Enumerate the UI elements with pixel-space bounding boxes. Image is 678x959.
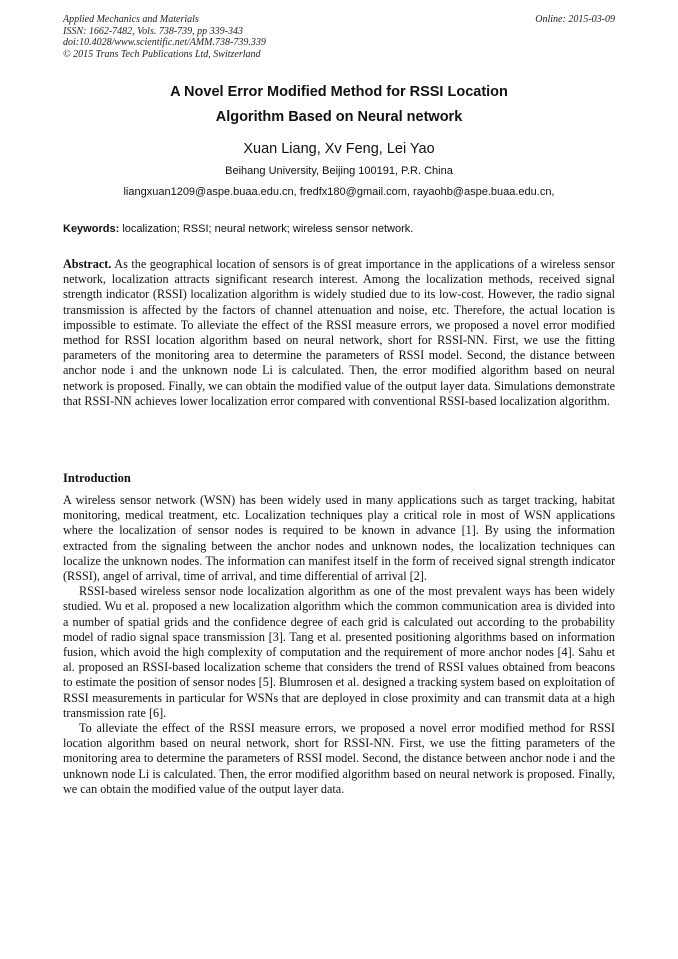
journal-doi: doi:10.4028/www.scientific.net/AMM.738-739.339: [63, 37, 266, 48]
affiliation: Beihang University, Beijing 100191, P.R. China: [225, 165, 453, 177]
keywords-label: Keywords:: [63, 223, 120, 235]
journal-issn: ISSN: 1662-7482, Vols. 738-739, pp 339-343: [63, 25, 243, 37]
online-date: Online: 2015-03-09: [535, 14, 615, 25]
abstract-label: Abstract.: [63, 257, 112, 271]
paragraph: A wireless sensor network (WSN) has been widely used in many applications such as target tracking, habitat monitoring, medical treatment, etc. Localization techniques play a critical role in most of WSN applications where the localization of sensor nodes is required to be known in advance [1]. By using the information extracted from the signaling between the anchor nodes and unknown nodes, the localization techniques can localize the unknown nodes. The information can manifest itself in the form of received signal strength indicator (RSSI), angel of arrival, time of arrival, and time differential of arrival [2].: [63, 493, 615, 584]
introduction-body: [63, 493, 615, 797]
paper-title: [63, 80, 615, 130]
journal-name: Applied Mechanics and Materials: [63, 14, 199, 25]
authors: Xuan Liang, Xv Feng, Lei Yao: [243, 141, 435, 157]
paper-title-line-1: A Novel Error Modified Method for RSSI Location: [170, 84, 508, 100]
journal-copyright: © 2015 Trans Tech Publications Ltd, Switzerland: [63, 48, 261, 60]
abstract: [63, 257, 615, 409]
paragraph: To alleviate the effect of the RSSI measure errors, we proposed a novel error modified method for RSSI location algorithm based on neural network, short for RSSI-NN. First, we use the fitting parameters of the monitoring area to determine the parameters of RSSI model. Second, the distance between anchor node i and the unknown node Li is calculated. Then, the error modified algorithm based on neural network is proposed. Finally, we can obtain the modified value of the output layer data.: [63, 721, 615, 796]
keywords-text: localization; RSSI; neural network; wireless sensor network.: [122, 223, 414, 235]
journal-header: [63, 14, 615, 60]
keywords: [63, 222, 615, 236]
paper-title-line-2: Algorithm Based on Neural network: [215, 109, 463, 125]
abstract-text: As the geographical location of sensors is of great importance in the applications of a wireless sensor network, localization attracts significant research interest. Among the localization methods, received signal strength indicator (RSSI) localization algorithm is widely studied due to its low-cost. However, the radio signal transmission is affected by the factors of channel attenuation and noise, etc. Therefore, the actual location is impossible to estimate. To alleviate the effect of the RSSI measure errors, we proposed a novel error modified method for RSSI location algorithm based on neural network, short for RSSI-NN. First, we use the fitting parameters of the monitoring area to determine the parameters of RSSI model. Second, the distance between anchor node i and the unknown node Li is calculated. Then, the error modified algorithm based on neural network is proposed. Finally, we can obtain the modified value of the output layer data. Simulations demonstrate that RSSI-NN achieves lower localization error compared with conventional RSSI-based localization algorithm.: [63, 257, 615, 408]
paragraph: RSSI-based wireless sensor node localization algorithm as one of the most prevalent ways has been widely studied. Wu et al. proposed a new localization algorithm which the common communication area is divided into a number of spatial grids and the confidence degree of each grid is calculated out according to the probability model of radio signal space transmission [3]. Tang et al. presented positioning algorithms based on information fusion, which avoid the high complexity of computation and the requirement of more anchor nodes [4]. Sahu et al. proposed an RSSI-based localization scheme that considers the trend of RSSI values obtained from beacons to estimate the position of sensor nodes [5]. Blumrosen et al. designed a tracking system based on exploitation of RSSI measurements in particular for WSNs that are deployed in close proximity and can transmit data at a high transmission rate [6].: [63, 584, 615, 720]
section-heading-introduction: Introduction: [63, 471, 131, 485]
author-emails: liangxuan1209@aspe.buaa.edu.cn, fredfx180@gmail.com, rayaohb@aspe.buaa.edu.cn,: [123, 186, 555, 198]
